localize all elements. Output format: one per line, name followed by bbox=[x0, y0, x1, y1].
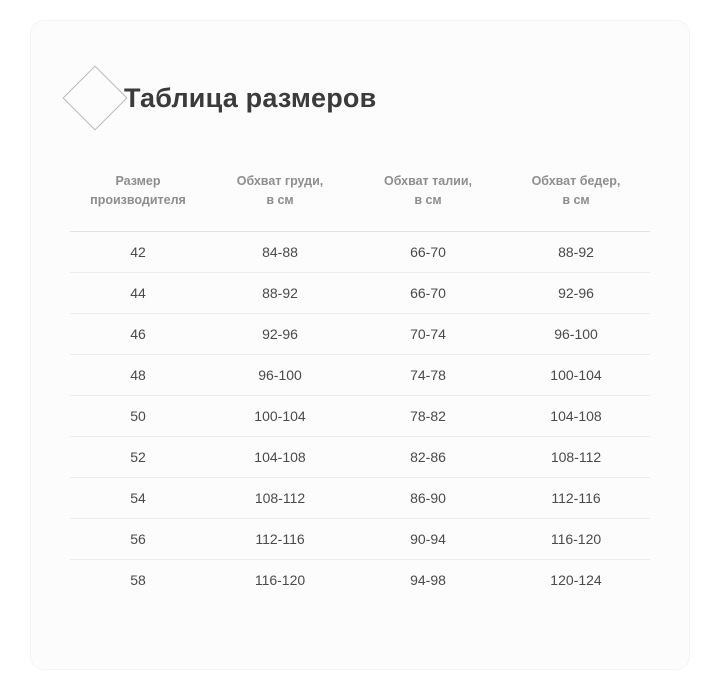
diamond-outline-icon bbox=[62, 65, 127, 130]
cell-size: 48 bbox=[70, 354, 206, 395]
table-row bbox=[70, 231, 650, 272]
cell-size: 52 bbox=[70, 436, 206, 477]
column-header-waist bbox=[354, 172, 502, 231]
cell-chest: 96-100 bbox=[206, 354, 354, 395]
column-header-chest bbox=[206, 172, 354, 231]
table-row bbox=[70, 313, 650, 354]
cell-waist: 66-70 bbox=[354, 231, 502, 272]
title-row bbox=[70, 60, 650, 136]
table-row bbox=[70, 395, 650, 436]
table-header-row bbox=[70, 172, 650, 231]
cell-waist: 90-94 bbox=[354, 518, 502, 559]
cell-chest: 84-88 bbox=[206, 231, 354, 272]
column-header-hips bbox=[502, 172, 650, 231]
cell-hips: 120-124 bbox=[550, 571, 602, 588]
column-header-line1: Обхват бедер, bbox=[531, 174, 621, 188]
cell-waist: 94-98 bbox=[410, 571, 446, 588]
cell-hips: 100-104 bbox=[502, 354, 650, 395]
column-header-line1: Обхват талии, bbox=[383, 174, 472, 188]
cell-waist: 66-70 bbox=[354, 272, 502, 313]
cell-size: 58 bbox=[130, 571, 146, 588]
column-header-line2: в см bbox=[562, 193, 590, 208]
cell-hips: 116-120 bbox=[502, 518, 650, 559]
table-header bbox=[70, 172, 650, 231]
cell-waist: 70-74 bbox=[354, 313, 502, 354]
cell-size: 54 bbox=[70, 477, 206, 518]
cell-chest: 100-104 bbox=[206, 395, 354, 436]
table-row bbox=[70, 272, 650, 313]
cell-chest: 92-96 bbox=[206, 313, 354, 354]
table-row bbox=[70, 477, 650, 518]
page-title: Таблица размеров bbox=[124, 82, 377, 113]
cell-chest: 116-120 bbox=[254, 571, 306, 588]
cell-hips: 88-92 bbox=[502, 231, 650, 272]
content-area bbox=[70, 60, 650, 600]
cell-hips: 96-100 bbox=[502, 313, 650, 354]
column-header-line2: производителя bbox=[90, 193, 186, 208]
cell-size: 50 bbox=[70, 395, 206, 436]
cell-chest: 112-116 bbox=[206, 518, 354, 559]
table-body bbox=[70, 231, 650, 600]
cell-waist: 82-86 bbox=[354, 436, 502, 477]
cell-size: 44 bbox=[70, 272, 206, 313]
cell-size: 56 bbox=[70, 518, 206, 559]
cell-hips: 104-108 bbox=[502, 395, 650, 436]
cell-hips: 112-116 bbox=[502, 477, 650, 518]
cell-waist: 74-78 bbox=[354, 354, 502, 395]
column-header-line2: в см bbox=[414, 193, 442, 208]
table-row bbox=[70, 436, 650, 477]
cell-size: 46 bbox=[70, 313, 206, 354]
cell-hips: 92-96 bbox=[502, 272, 650, 313]
cell-waist: 86-90 bbox=[354, 477, 502, 518]
size-table bbox=[70, 172, 650, 600]
column-header-manufacturer-size bbox=[70, 172, 206, 231]
cell-chest: 104-108 bbox=[206, 436, 354, 477]
cell-hips: 108-112 bbox=[502, 436, 650, 477]
table-row bbox=[70, 518, 650, 559]
cell-chest: 88-92 bbox=[206, 272, 354, 313]
table-row bbox=[70, 354, 650, 395]
cell-chest: 108-112 bbox=[206, 477, 354, 518]
column-header-line2: в см bbox=[266, 193, 294, 208]
table-row bbox=[70, 559, 650, 600]
cell-size: 42 bbox=[70, 231, 206, 272]
column-header-line1: Обхват груди, bbox=[236, 174, 324, 188]
column-header-line1: Размер bbox=[115, 174, 161, 188]
cell-waist: 78-82 bbox=[354, 395, 502, 436]
